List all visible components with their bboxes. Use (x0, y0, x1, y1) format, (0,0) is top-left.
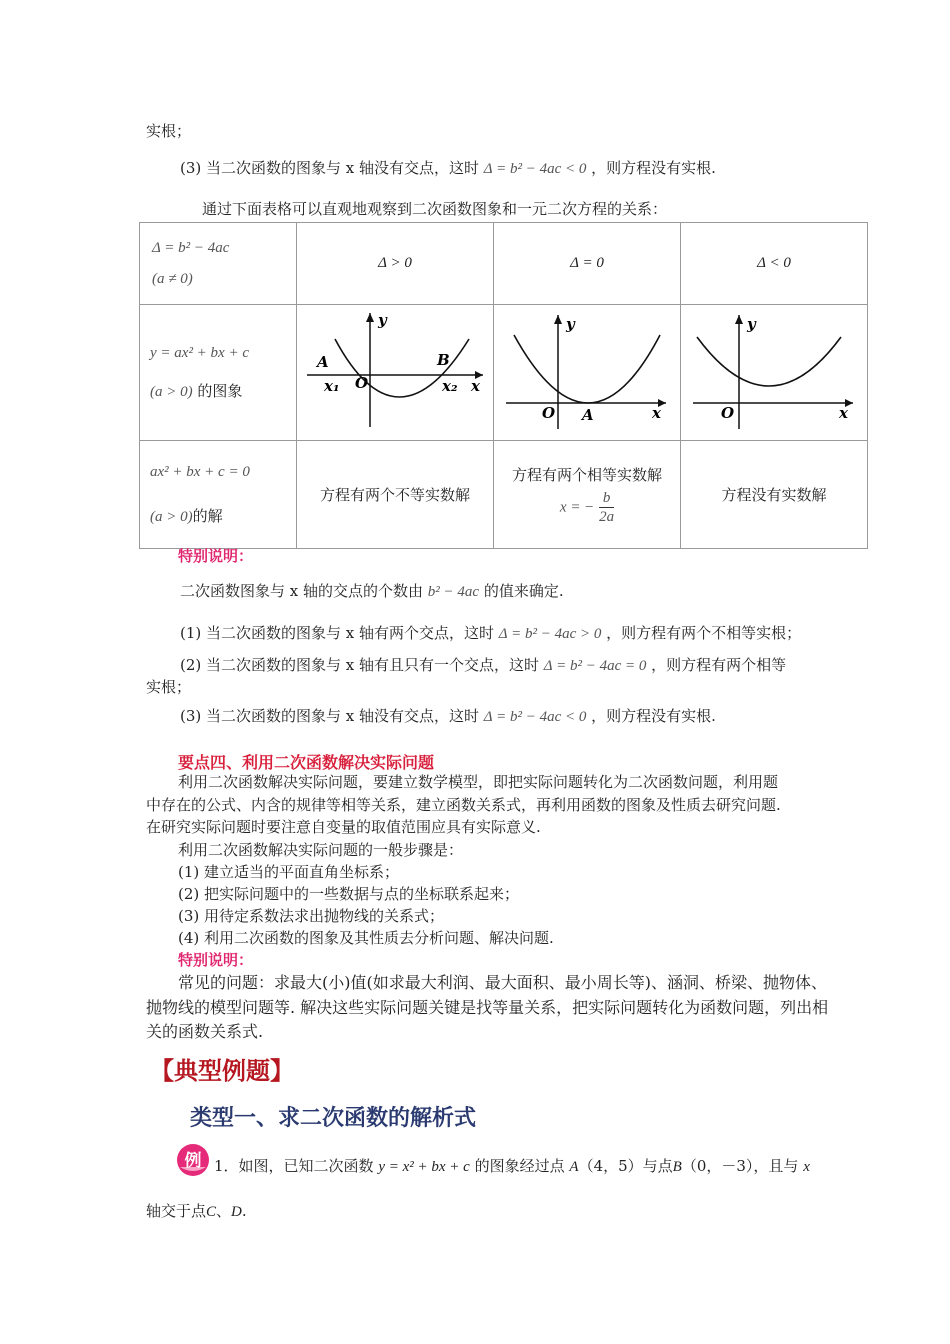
note-line: 关的函数关系式. (146, 1022, 264, 1041)
y-arrow-icon (554, 315, 562, 324)
solution-two-equal-text: 方程有两个相等实数解 (511, 465, 662, 484)
solution-none: 方程没有实数解 (681, 441, 868, 549)
graph-function: y = ax² + bx + c (150, 344, 249, 361)
header-condition: (a ≠ 0) (152, 270, 193, 287)
point-d: D (231, 1204, 242, 1220)
y-arrow-icon (366, 313, 374, 322)
step-2: (2) 把实际问题中的一些数据与点的坐标联系起来； (178, 885, 520, 903)
case-end: ，则方程没有实根. (591, 159, 716, 177)
section-heading: 要点四、利用二次函数解决实际问题 (178, 753, 435, 772)
case-text: (3) 当二次函数的图象与 x 轴没有交点，这时 (180, 707, 480, 725)
x-var: x (803, 1159, 810, 1175)
note-text: 二次函数图象与 x 轴的交点的个数由 (180, 582, 423, 600)
formula: Δ = b² − 4ac < 0 (483, 161, 587, 177)
point-b: B (672, 1159, 682, 1175)
fraction-numerator: b (599, 489, 614, 508)
step-4: (4) 利用二次函数的图象及其性质去分析问题、解决问题. (178, 929, 554, 947)
y-label: y (378, 311, 387, 329)
y-label: y (566, 315, 575, 333)
note-line: 抛物线的模型问题等. 解决这些实际问题关键是找等量关系，把实际问题转化为函数问题，列出相 (146, 998, 829, 1017)
solution-two-equal (494, 441, 681, 549)
separator: 、 (216, 1202, 232, 1220)
parabola-curve (697, 337, 841, 386)
case-1-line (180, 623, 801, 644)
root-formula (494, 489, 680, 526)
root-x2-label: x₂ (442, 377, 458, 395)
example-text: 的图象经过点 (474, 1157, 565, 1175)
case-2-line (180, 655, 786, 676)
formula: Δ = b² − 4ac < 0 (483, 709, 587, 725)
header-formula: Δ = b² − 4ac (152, 239, 230, 256)
fraction-denominator: 2a (599, 508, 615, 525)
note-label: 特别说明： (178, 951, 254, 969)
graph-suffix: 的图象 (197, 381, 243, 400)
parabola-no-root-graph (681, 305, 867, 436)
formula: Δ = b² − 4ac = 0 (543, 658, 647, 674)
example-end: . (241, 1202, 247, 1220)
paragraph-line: 中存在的公式、内含的规律等相等关系，建立函数关系式，再利用函数的图象及性质去研究问题. (146, 796, 781, 814)
case-3-line (180, 158, 716, 179)
case-3-line (180, 706, 716, 727)
graph-one-root (494, 305, 681, 441)
y-arrow-icon (735, 315, 743, 324)
origin-label: O (355, 374, 369, 392)
text-line: 实根； (146, 122, 192, 140)
row-solution-label (140, 441, 297, 549)
type-one-title: 类型一、求二次函数的解析式 (190, 1105, 477, 1131)
equation: ax² + bx + c = 0 (150, 463, 250, 480)
paragraph-line: 利用二次函数解决实际问题，要建立数学模型，即把实际问题转化为二次函数问题，利用题 (178, 773, 779, 791)
x-label: x (839, 404, 848, 422)
header-positive: Δ > 0 (297, 223, 494, 305)
point-c: C (206, 1204, 217, 1220)
case-2-continued: 实根； (146, 678, 192, 696)
note-label: 特别说明： (178, 547, 254, 565)
graph-no-root (681, 305, 868, 441)
table-intro: 通过下面表格可以直观地观察到二次函数图象和一元二次方程的关系： (202, 200, 668, 218)
step-1: (1) 建立适当的平面直角坐标系； (178, 863, 400, 881)
header-discriminant (140, 223, 297, 305)
x-label: x (652, 404, 661, 422)
step-3: (3) 用待定系数法求出抛物线的关系式； (178, 907, 445, 925)
root-fraction (599, 489, 614, 526)
examples-title: 【典型例题】 (150, 1056, 294, 1085)
point-b-coords: （0，－3），且与 (681, 1157, 799, 1175)
note-line (180, 581, 564, 602)
example-1-line (214, 1156, 810, 1177)
paragraph-line: 在研究实际问题时要注意自变量的取值范围应具有实际意义. (146, 818, 541, 836)
formula: Δ = b² − 4ac > 0 (498, 626, 602, 642)
example-badge (176, 1143, 210, 1177)
relationship-table (139, 222, 868, 549)
example-text: 1．如图，已知二次函数 (214, 1157, 374, 1175)
origin-label: O (542, 404, 556, 422)
point-a-label: A (582, 406, 594, 424)
root-prefix: x = − (559, 499, 595, 515)
badge-label: 例 (184, 1151, 202, 1171)
origin-label: O (721, 404, 735, 422)
note-end: 的值来确定. (483, 582, 564, 600)
parabola-curve (514, 335, 660, 403)
graph-two-roots (297, 305, 494, 441)
point-a-coords: （4，5）与点 (578, 1157, 673, 1175)
case-end: ，则方程没有实根. (591, 707, 716, 725)
note-line: 常见的问题：求最大(小)值(如求最大利润、最大面积、最小周长等)、涵洞、桥梁、抛物体、 (178, 973, 827, 992)
case-text: (3) 当二次函数的图象与 x 轴没有交点，这时 (180, 159, 480, 177)
case-text: (2) 当二次函数的图象与 x 轴有且只有一个交点，这时 (180, 656, 540, 674)
parabola-two-roots-graph (297, 305, 493, 436)
example-1-continued (146, 1201, 247, 1222)
case-end: ，则方程有两个相等 (651, 656, 787, 674)
paragraph-line: 利用二次函数解决实际问题的一般步骤是： (178, 841, 464, 859)
point-a: A (569, 1159, 579, 1175)
header-negative: Δ < 0 (681, 223, 868, 305)
solution-suffix: 的解 (192, 506, 223, 525)
equation-condition: (a > 0) (150, 508, 193, 525)
solution-two-unequal: 方程有两个不等实数解 (297, 441, 494, 549)
root-x1-label: x₁ (324, 377, 340, 395)
header-zero: Δ = 0 (494, 223, 681, 305)
parabola-one-root-graph (494, 305, 680, 436)
example-text: 轴交于点 (146, 1202, 207, 1220)
y-label: y (747, 315, 756, 333)
graph-condition: (a > 0) (150, 383, 193, 400)
case-text: (1) 当二次函数的图象与 x 轴有两个交点，这时 (180, 624, 495, 642)
case-end: ，则方程有两个不相等实根； (606, 624, 802, 642)
x-label: x (471, 377, 480, 395)
formula: b² − 4ac (427, 584, 480, 600)
example-function: y = x² + bx + c (378, 1159, 470, 1175)
row-graph-label (140, 305, 297, 441)
point-b-label: B (437, 351, 450, 369)
point-a-label: A (317, 353, 329, 371)
